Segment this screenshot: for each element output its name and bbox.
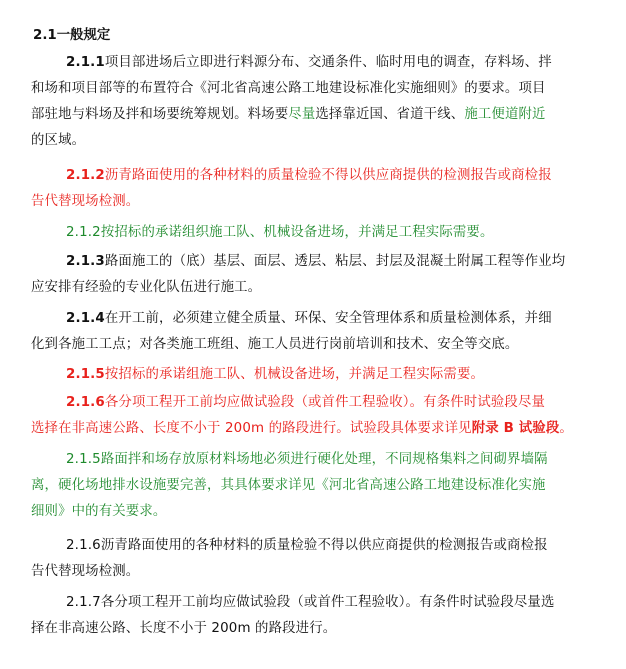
paragraph-line: 路面施工的（底）基层、面层、透层、粘层、封层及混凝土附属工程等作业均 (104, 254, 566, 269)
paragraph-line: 沥青路面使用的各种材料的质量检验不得以供应商提供的检测报告或商检报 (104, 168, 552, 183)
clause-number: 2.1.6 (66, 538, 101, 553)
clause-number: 2.1.5 (66, 367, 105, 382)
paragraph-line: 的区域。 (31, 133, 86, 148)
appendix-reference: 附录 B 试验段 (471, 421, 560, 436)
paragraph-line: 部驻地与料场及拌和场要统筹规划。料场要 (31, 107, 289, 122)
paragraph-line: 各分项工程开工前均应做试验段（或首件工程验收）。有条件时试验段尽量选 (100, 595, 555, 610)
highlight-text: 施工便道附近 (464, 107, 546, 122)
paragraph-line: 按招标的承诺组施工队、机械设备进场，并满足工程实际需要。 (104, 367, 485, 382)
paragraph-line: 细则》中的有关要求。 (31, 504, 167, 519)
paragraph-2-1-6-red (31, 390, 591, 442)
paragraph-line: 选择靠近国、省道干线、 (315, 107, 465, 122)
paragraph-line: 路面拌和场存放原材料场地必须进行硬化处理，不同规格集料之间砌界墙隔 (100, 452, 548, 467)
paragraph-line: 选择在非高速公路、长度不小于 200m 的路段进行。试验段具体要求详见 (31, 421, 472, 436)
paragraph-2-1-4 (31, 306, 591, 358)
section-heading: 2.1一般规定 (33, 28, 111, 43)
paragraph-2-1-5-red (31, 362, 591, 388)
clause-number: 2.1.2 (66, 225, 101, 240)
highlight-text: 尽量 (288, 107, 316, 122)
paragraph-line: 沥青路面使用的各种材料的质量检验不得以供应商提供的检测报告或商检报 (100, 538, 548, 553)
paragraph-line: 各分项工程开工前均应做试验段（或首件工程验收）。有条件时试验段尽量 (104, 395, 546, 410)
paragraph-2-1-5-green (31, 447, 591, 525)
paragraph-line: 离，硬化场地排水设施要完善，其具体要求详见《河北省高速公路工地建设标准化实施 (31, 478, 546, 493)
clause-number: 2.1.5 (66, 452, 101, 467)
clause-number: 2.1.3 (66, 254, 105, 269)
paragraph-line: 和场和项目部等的布置符合《河北省高速公路工地建设标准化实施细则》的要求。项目 (31, 81, 546, 96)
paragraph-line: 告代替现场检测。 (31, 194, 140, 209)
paragraph-line: 项目部进场后立即进行料源分布、交通条件、临时用电的调查，存料场、拌 (104, 55, 552, 70)
paragraph-2-1-1 (31, 50, 591, 154)
paragraph-2-1-2-green (31, 220, 591, 246)
paragraph-line: 。 (559, 421, 573, 436)
clause-number: 2.1.2 (66, 168, 105, 183)
paragraph-2-1-7 (31, 590, 591, 642)
clause-number: 2.1.1 (66, 55, 105, 70)
paragraph-line: 择在非高速公路、长度不小于 200m 的路段进行。 (31, 621, 337, 636)
clause-number: 2.1.4 (66, 311, 105, 326)
clause-number: 2.1.7 (66, 595, 101, 610)
clause-number: 2.1.6 (66, 395, 105, 410)
paragraph-2-1-3 (31, 249, 591, 301)
paragraph-line: 告代替现场检测。 (31, 564, 140, 579)
paragraph-line: 按招标的承诺组织施工队、机械设备进场，并满足工程实际需要。 (100, 225, 494, 240)
paragraph-line: 应安排有经验的专业化队伍进行施工。 (31, 280, 262, 295)
paragraph-line: 化到各施工工点；对各类施工班组、施工人员进行岗前培训和技术、安全等交底。 (31, 337, 519, 352)
paragraph-2-1-6-black (31, 533, 591, 585)
paragraph-line: 在开工前，必须建立健全质量、环保、安全管理体系和质量检测体系，并细 (104, 311, 552, 326)
paragraph-2-1-2-red (31, 163, 591, 215)
